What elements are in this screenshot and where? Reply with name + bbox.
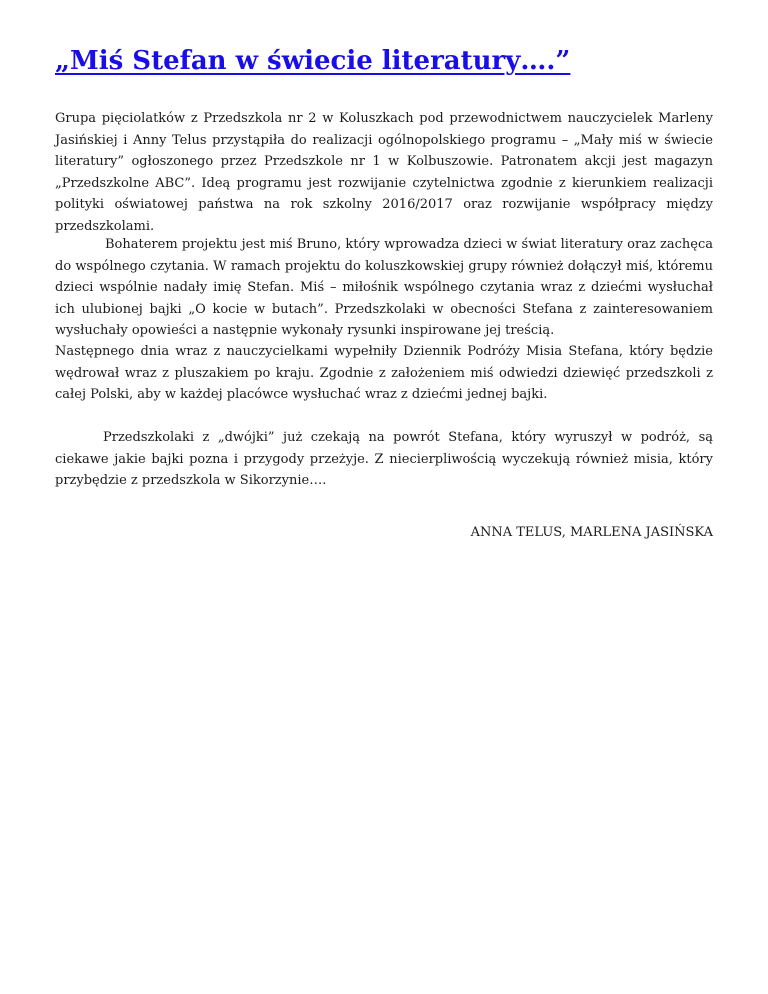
author-signature: ANNA TELUS, MARLENA JASIŃSKA [470, 525, 713, 540]
paragraph-waiting: Przedszkolaki z „dwójki” już czekają na powrót Stefana, który wyruszył w podróż, są ciekawe jakie bajki pozna i przygody przeżyje. Z niecierpliwością wyczekują również misia, który przybędzie z przedszkola w Sikorzynie…. [55, 430, 713, 488]
paragraph-project-hero: Bohaterem projektu jest miś Bruno, który wprowadza dzieci w świat literatury oraz zachęca do wspólnego czytania. W ramach projektu do koluszkowskiej grupy również dołączył miś, któremu dzieci wspólnie nadały imię Stefan. Miś – miłośnik wspólnego czytania wraz z dziećmi wysłuchał ich ulubionej bajki „O kocie w butach”. Przedszkolaki w obecności Stefana z zainteresowaniem wysłuchały opowieści a następnie wykonały rysunki inspirowane jej treścią. [55, 237, 713, 338]
page-title[interactable]: „Miś Stefan w świecie literatury….” [55, 46, 571, 76]
paragraph-travel-diary: Następnego dnia wraz z nauczycielkami wypełniły Dziennik Podróży Misia Stefana, który będzie wędrował wraz z pluszakiem po kraju. Zgodnie z założeniem miś odwiedzi dziewięć przedszkoli z całej Polski, aby w każdej placówce wysłuchać wraz z dziećmi jednej bajki. [55, 344, 713, 402]
paragraph-intro: Grupa pięciolatków z Przedszkola nr 2 w Koluszkach pod przewodnictwem nauczycielek Marleny Jasińskiej i Anny Telus przystąpiła do realizacji ogólnopolskiego programu – „Mały miś w świecie literatury” ogłoszonego przez Przedszkole nr 1 w Kolbuszowie. Patronatem akcji jest magazyn „Przedszkolne ABC”. Ideą programu jest rozwijanie czytelnictwa zgodnie z kierunkiem realizacji polityki oświatowej państwa na rok szkolny 2016/2017 oraz rozwijanie współpracy między przedszkolami. [55, 111, 713, 234]
